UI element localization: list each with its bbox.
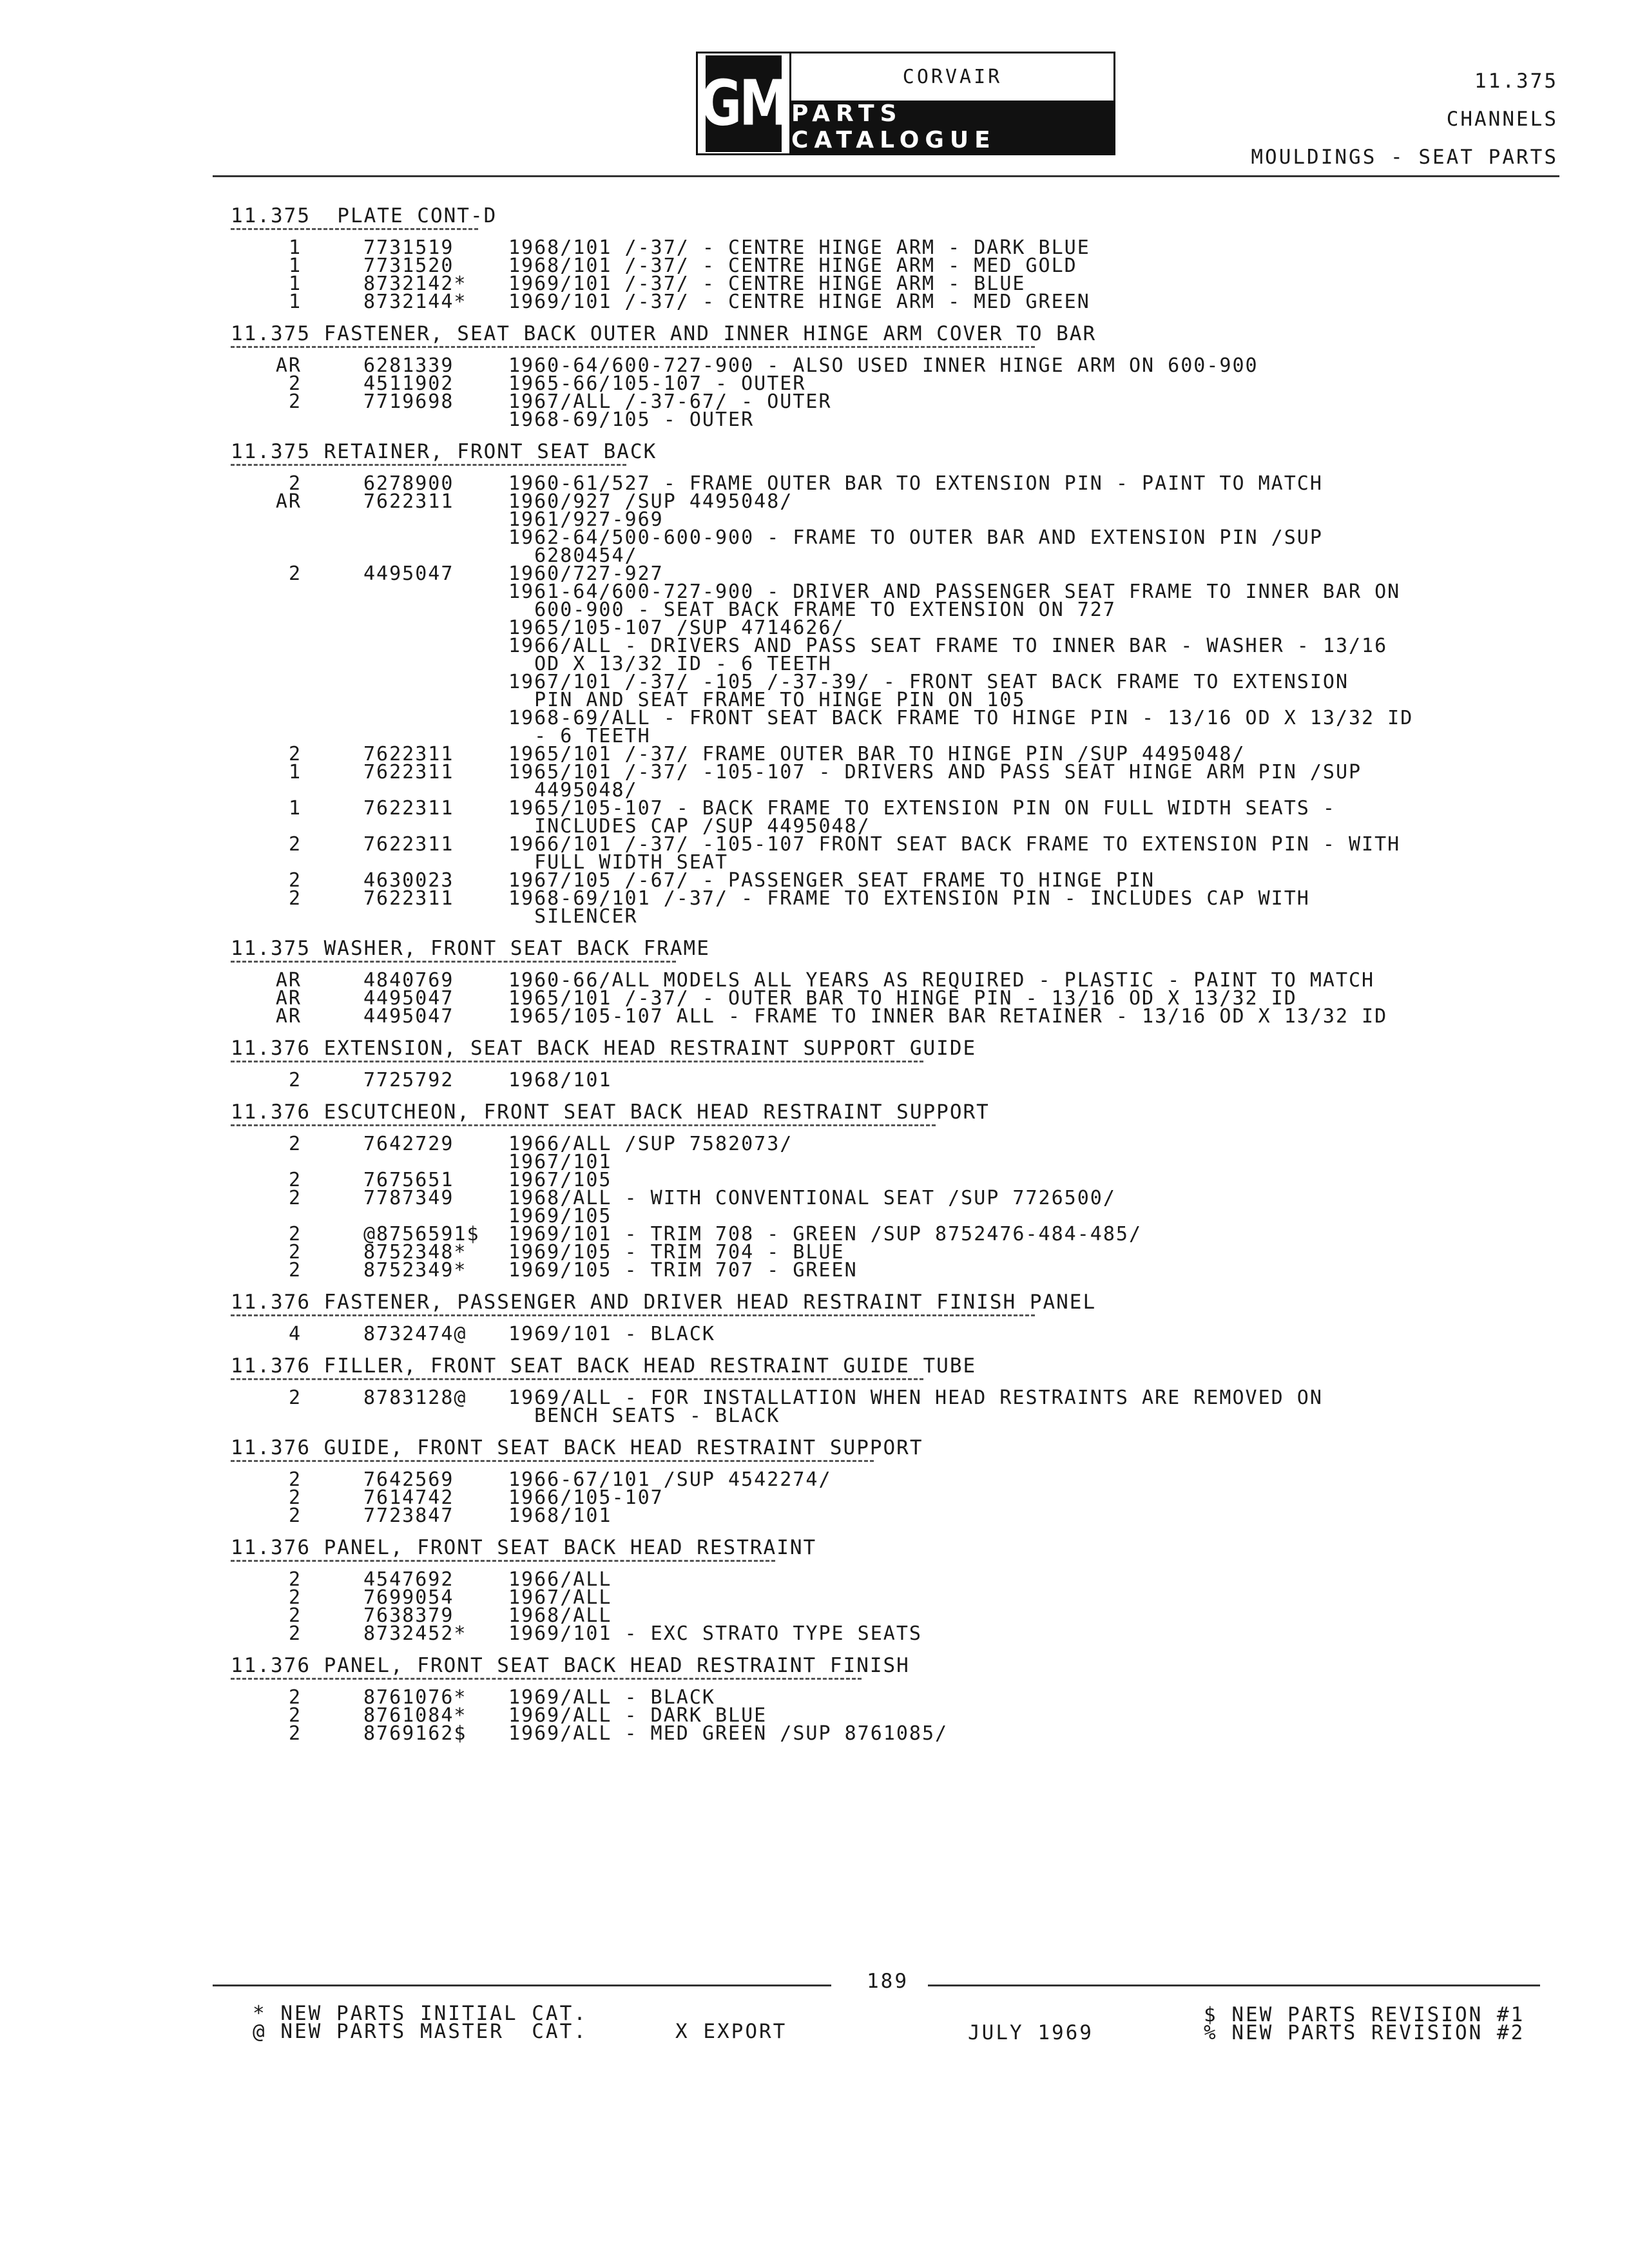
part-entry	[231, 1504, 1584, 1527]
part-entry	[231, 833, 1584, 874]
page-number: 189	[867, 1970, 909, 1993]
part-entry	[231, 1325, 1584, 1343]
part-description: 1969/101 - TRIM 708 - GREEN /SUP 8752476-484-485/	[508, 1223, 1142, 1245]
section-title: 11.375 WASHER, FRONT SEAT BACK FRAME	[231, 937, 710, 960]
legend-new-master: @ NEW PARTS MASTER CAT.	[253, 2020, 588, 2043]
part-entry	[231, 390, 1584, 413]
part-number: 7622311	[363, 490, 454, 513]
part-description: 1966/ALL	[508, 1568, 612, 1591]
legend-export: X EXPORT	[675, 2020, 787, 2043]
part-number: 7723847	[363, 1504, 454, 1527]
part-number: 7725792	[363, 1069, 454, 1091]
parts-section	[231, 1291, 1584, 1343]
part-quantity: 2	[288, 1486, 302, 1509]
section-underline	[231, 1560, 775, 1562]
part-description: 1965/101 /-37/ -105-107 - DRIVERS AND PASS SEAT HINGE ARM PIN /SUP 4495048/	[508, 761, 1362, 802]
footer-divider-left	[213, 1984, 831, 1986]
part-description: 1965-66/105-107 - OUTER	[508, 372, 806, 395]
section-underline	[231, 961, 676, 963]
part-quantity: 1	[288, 291, 302, 313]
section-underline	[231, 1378, 923, 1380]
part-description: 1967/101 /-37/ -105 /-37-39/ - FRONT SEAT BACK FRAME TO EXTENSION PIN AND SEAT FRAME TO HINGE PIN ON 105	[508, 671, 1349, 711]
part-description: 1960-66/ALL MODELS ALL YEARS AS REQUIRED - PLASTIC - PAINT TO MATCH	[508, 969, 1375, 992]
legend-revision-1: $ NEW PARTS REVISION #1	[1204, 2003, 1525, 2026]
part-quantity: 2	[288, 1604, 302, 1627]
part-entry	[231, 761, 1584, 802]
catalogue-logo-block	[696, 52, 1115, 155]
part-description: 1960/727-927	[508, 562, 664, 585]
part-quantity: 2	[288, 1686, 302, 1709]
part-number: 7638379	[363, 1604, 454, 1627]
part-number: 7699054	[363, 1586, 454, 1609]
section-title: 11.376 GUIDE, FRONT SEAT BACK HEAD RESTRAINT SUPPORT	[231, 1436, 923, 1459]
part-description: 1969/105 - TRIM 707 - GREEN	[508, 1259, 858, 1282]
part-description: 1965/105-107 ALL - FRAME TO INNER BAR RETAINER - 13/16 OD X 13/32 ID	[508, 1005, 1388, 1028]
part-entry	[231, 293, 1584, 311]
section-title: 11.376 PANEL, FRONT SEAT BACK HEAD RESTRAINT	[231, 1536, 817, 1559]
part-quantity: 2	[288, 1722, 302, 1745]
part-description: 1967/101	[508, 1151, 612, 1173]
part-quantity: 1	[288, 797, 302, 820]
part-number: 8761084*	[363, 1704, 467, 1727]
part-quantity: 2	[288, 472, 302, 495]
section-underline	[231, 464, 626, 466]
part-number: 4495047	[363, 1005, 454, 1028]
part-number: 8752349*	[363, 1259, 467, 1282]
part-number: 8769162$	[363, 1722, 467, 1745]
part-quantity: 2	[288, 1133, 302, 1155]
part-description: 1968/101	[508, 1069, 612, 1091]
part-description: 1968/101 /-37/ - CENTRE HINGE ARM - MED GOLD	[508, 255, 1077, 277]
part-number: 4495047	[363, 987, 454, 1010]
parts-list	[231, 193, 1584, 1743]
parts-section	[231, 937, 1584, 1026]
footer-divider-right	[928, 1984, 1540, 1986]
part-number: 7719698	[363, 390, 454, 413]
section-title: 11.375 PLATE CONT-D	[231, 204, 497, 227]
section-title: 11.376 FASTENER, PASSENGER AND DRIVER HEAD RESTRAINT FINISH PANEL	[231, 1291, 1097, 1314]
part-quantity: 4	[288, 1323, 302, 1345]
part-number: 8732142*	[363, 273, 467, 295]
part-description: 1961/927-969	[508, 508, 664, 531]
section-underline	[231, 346, 1035, 348]
section-underline	[231, 1314, 1035, 1316]
part-quantity: 1	[288, 255, 302, 277]
part-quantity: 2	[288, 1468, 302, 1491]
part-description: 1966-67/101 /SUP 4542274/	[508, 1468, 832, 1491]
part-number: 7622311	[363, 797, 454, 820]
part-quantity: AR	[275, 987, 302, 1010]
catalogue-title: PARTS CATALOGUE	[791, 101, 1113, 153]
part-quantity: AR	[275, 1005, 302, 1028]
section-title: 11.376 FILLER, FRONT SEAT BACK HEAD RESTRAINT GUIDE TUBE	[231, 1354, 977, 1378]
parts-section	[231, 1655, 1584, 1743]
part-quantity: 2	[288, 1387, 302, 1409]
gm-logo-text: GM	[706, 55, 782, 152]
part-description: 1965/105-107 - BACK FRAME TO EXTENSION PIN ON FULL WIDTH SEATS - INCLUDES CAP /SUP 4495048/	[508, 797, 1336, 838]
part-description: 1967/105 /-67/ - PASSENGER SEAT FRAME TO HINGE PIN	[508, 869, 1155, 892]
part-number: 4495047	[363, 562, 454, 585]
part-entry	[231, 1069, 1584, 1091]
part-quantity: 1	[288, 761, 302, 783]
part-number: 7675651	[363, 1169, 454, 1191]
part-description: 1962-64/500-600-900 - FRAME TO OUTER BAR AND EXTENSION PIN /SUP 6280454/	[508, 526, 1323, 567]
part-entry	[231, 1722, 1584, 1745]
section-underline	[231, 228, 478, 230]
catalogue-date: JULY 1969	[968, 2021, 1094, 2044]
part-entry	[231, 526, 1584, 567]
part-entry	[231, 887, 1584, 928]
part-number: 7622311	[363, 887, 454, 910]
section-underline	[231, 1061, 923, 1062]
part-entry	[231, 1622, 1584, 1645]
part-description: 1968/101	[508, 1504, 612, 1527]
part-number: 4630023	[363, 869, 454, 892]
header-section-number: 11.375	[1474, 70, 1558, 93]
part-description: 1968/ALL - WITH CONVENTIONAL SEAT /SUP 7726500/	[508, 1187, 1116, 1209]
part-description: 1966/101 /-37/ -105-107 FRONT SEAT BACK FRAME TO EXTENSION PIN - WITH FULL WIDTH SEAT	[508, 833, 1401, 874]
parts-section	[231, 441, 1584, 926]
part-quantity: 2	[288, 1704, 302, 1727]
part-description: 1969/ALL - MED GREEN /SUP 8761085/	[508, 1722, 949, 1745]
parts-section	[231, 323, 1584, 429]
legend-new-initial: * NEW PARTS INITIAL CAT.	[253, 2002, 588, 2025]
part-number: @8756591$	[363, 1223, 480, 1245]
part-quantity: 2	[288, 887, 302, 910]
part-entry	[231, 1005, 1584, 1028]
brand-name: CORVAIR	[902, 66, 1003, 88]
part-description: 1966/ALL /SUP 7582073/	[508, 1133, 793, 1155]
part-quantity: 2	[288, 743, 302, 765]
part-description: 1968-69/ALL - FRONT SEAT BACK FRAME TO HINGE PIN - 13/16 OD X 13/32 ID - 6 TEETH	[508, 707, 1414, 747]
part-quantity: 2	[288, 390, 302, 413]
part-description: 1969/ALL - BLACK	[508, 1686, 715, 1709]
section-title: 11.375 FASTENER, SEAT BACK OUTER AND INNER HINGE ARM COVER TO BAR	[231, 322, 1097, 345]
legend-revision-2: % NEW PARTS REVISION #2	[1204, 2021, 1525, 2044]
part-description: 1968/101 /-37/ - CENTRE HINGE ARM - DARK BLUE	[508, 236, 1090, 259]
parts-section	[231, 205, 1584, 311]
section-title: 11.376 PANEL, FRONT SEAT BACK HEAD RESTRAINT FINISH	[231, 1654, 910, 1677]
part-number: 8732452*	[363, 1622, 467, 1645]
part-quantity: 1	[288, 236, 302, 259]
header-divider	[213, 175, 1559, 177]
part-quantity: 2	[288, 833, 302, 856]
part-quantity: 2	[288, 1259, 302, 1282]
part-description: 1965/105-107 /SUP 4714626/	[508, 617, 845, 639]
part-number: 8752348*	[363, 1241, 467, 1264]
part-description: 1968/ALL	[508, 1604, 612, 1627]
part-entry	[231, 797, 1584, 838]
part-entry	[231, 1389, 1584, 1425]
part-description: 1969/101 /-37/ - CENTRE HINGE ARM - MED GREEN	[508, 291, 1090, 313]
part-entry	[231, 1189, 1584, 1207]
part-description: 1969/101 - BLACK	[508, 1323, 715, 1345]
part-number: 8761076*	[363, 1686, 467, 1709]
part-quantity: 2	[288, 1622, 302, 1645]
part-number: 4511902	[363, 372, 454, 395]
part-quantity: 2	[288, 372, 302, 395]
part-number: 7731519	[363, 236, 454, 259]
part-description: 1965/101 /-37/ FRAME OUTER BAR TO HINGE PIN /SUP 4495048/	[508, 743, 1246, 765]
part-entry	[231, 1135, 1584, 1153]
part-quantity: 2	[288, 869, 302, 892]
part-entry	[231, 637, 1584, 673]
part-entry	[231, 583, 1584, 619]
part-number: 7642729	[363, 1133, 454, 1155]
part-number: 8783128@	[363, 1387, 467, 1409]
part-number: 7622311	[363, 833, 454, 856]
part-entry	[231, 673, 1584, 709]
header-group: CHANNELS	[1446, 108, 1558, 131]
part-quantity: AR	[275, 490, 302, 513]
part-description: 1969/101 /-37/ - CENTRE HINGE ARM - BLUE	[508, 273, 1026, 295]
part-description: 1967/ALL /-37-67/ - OUTER	[508, 390, 832, 413]
part-quantity: 2	[288, 1568, 302, 1591]
part-number: 8732474@	[363, 1323, 467, 1345]
part-number: 8732144*	[363, 291, 467, 313]
part-quantity: 2	[288, 1223, 302, 1245]
part-description: 1965/101 /-37/ - OUTER BAR TO HINGE PIN - 13/16 OD X 13/32 ID	[508, 987, 1297, 1010]
part-entry	[231, 709, 1584, 745]
part-description: 1969/101 - EXC STRATO TYPE SEATS	[508, 1622, 922, 1645]
part-description: 1966/105-107	[508, 1486, 664, 1509]
part-description: 1966/ALL - DRIVERS AND PASS SEAT FRAME TO INNER BAR - WASHER - 13/16 OD X 13/32 ID - 6 TEETH	[508, 635, 1388, 675]
part-description: 1967/ALL	[508, 1586, 612, 1609]
part-description: 1968-69/101 /-37/ - FRAME TO EXTENSION PIN - INCLUDES CAP WITH SILENCER	[508, 887, 1310, 928]
part-quantity: 2	[288, 1241, 302, 1264]
part-description: 1960/927 /SUP 4495048/	[508, 490, 793, 513]
parts-section	[231, 1437, 1584, 1525]
parts-section	[231, 1101, 1584, 1280]
section-underline	[231, 1124, 936, 1126]
part-number: 4547692	[363, 1568, 454, 1591]
part-quantity: 2	[288, 1187, 302, 1209]
part-entry	[231, 408, 1584, 431]
part-description: 1960-64/600-727-900 - ALSO USED INNER HINGE ARM ON 600-900	[508, 354, 1258, 377]
part-entry	[231, 1259, 1584, 1282]
section-underline	[231, 1460, 874, 1462]
gm-logo	[698, 53, 791, 153]
part-description: 1960-61/527 - FRAME OUTER BAR TO EXTENSION PIN - PAINT TO MATCH	[508, 472, 1323, 495]
part-number: 7642569	[363, 1468, 454, 1491]
section-title: 11.376 ESCUTCHEON, FRONT SEAT BACK HEAD RESTRAINT SUPPORT	[231, 1100, 990, 1124]
part-quantity: AR	[275, 354, 302, 377]
header-subgroup: MOULDINGS - SEAT PARTS	[1251, 146, 1558, 169]
part-quantity: 2	[288, 1586, 302, 1609]
part-description: 1969/ALL - DARK BLUE	[508, 1704, 767, 1727]
part-number: 7622311	[363, 761, 454, 783]
section-underline	[231, 1678, 862, 1680]
part-number: 6278900	[363, 472, 454, 495]
part-number: 7787349	[363, 1187, 454, 1209]
part-number: 4840769	[363, 969, 454, 992]
parts-section	[231, 1537, 1584, 1643]
part-description: 1967/105	[508, 1169, 612, 1191]
part-quantity: 2	[288, 1069, 302, 1091]
part-entry	[231, 490, 1584, 513]
section-title: 11.376 EXTENSION, SEAT BACK HEAD RESTRAINT SUPPORT GUIDE	[231, 1037, 977, 1060]
part-quantity: 2	[288, 562, 302, 585]
part-quantity: 2	[288, 1504, 302, 1527]
part-description: 1969/105	[508, 1205, 612, 1227]
part-quantity: 2	[288, 1169, 302, 1191]
section-title: 11.375 RETAINER, FRONT SEAT BACK	[231, 440, 657, 463]
part-number: 7614742	[363, 1486, 454, 1509]
parts-section	[231, 1355, 1584, 1425]
part-number: 7731520	[363, 255, 454, 277]
part-number: 6281339	[363, 354, 454, 377]
parts-section	[231, 1037, 1584, 1090]
part-quantity: AR	[275, 969, 302, 992]
part-description: 1969/ALL - FOR INSTALLATION WHEN HEAD RESTRAINTS ARE REMOVED ON BENCH SEATS - BLACK	[508, 1387, 1323, 1427]
part-description: 1968-69/105 - OUTER	[508, 408, 755, 431]
part-description: 1969/105 - TRIM 704 - BLUE	[508, 1241, 845, 1264]
part-quantity: 1	[288, 273, 302, 295]
part-description: 1961-64/600-727-900 - DRIVER AND PASSENGER SEAT FRAME TO INNER BAR ON 600-900 - SEAT BACK FRAME TO EXTENSION ON 727	[508, 581, 1401, 621]
part-number: 7622311	[363, 743, 454, 765]
